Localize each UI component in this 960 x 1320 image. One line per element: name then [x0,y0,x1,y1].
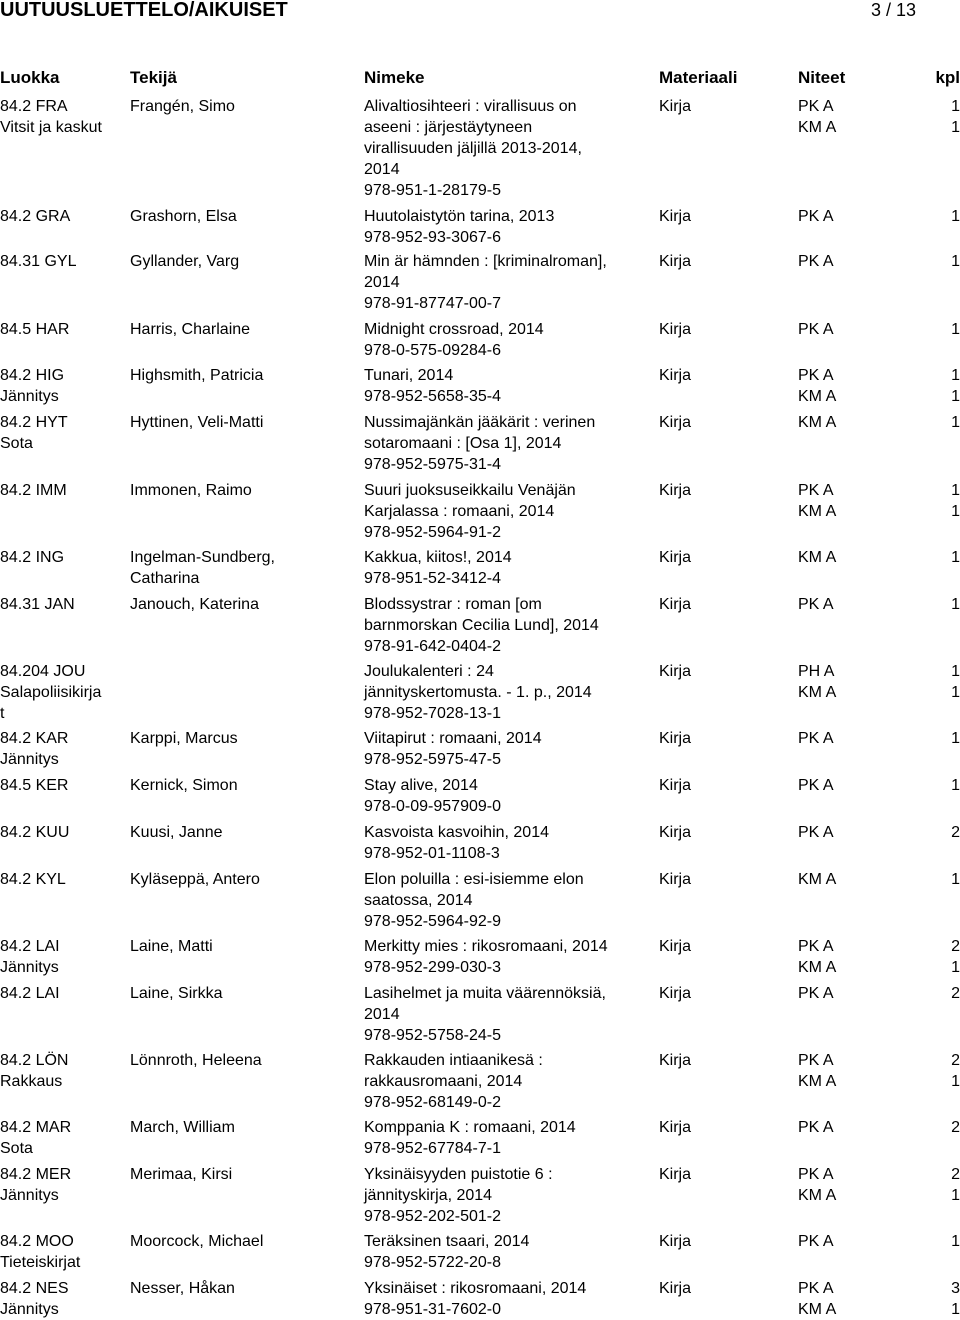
cell-luokka [0,775,68,796]
cell-nimeke [364,822,549,864]
cell-nimeke-line: Huutolaistytön tarina, 2013 [364,208,555,225]
cell-nimeke-line: 978-0-575-09284-6 [364,342,501,359]
cell-tekija [130,365,263,386]
cell-niteet-line: KM A [798,871,837,888]
cell-kpl [930,1164,960,1206]
cell-kpl [930,936,960,978]
cell-luokka [0,96,102,138]
cell-luokka [0,480,67,501]
cell-nimeke-line: 2014 [364,1006,400,1023]
cell-niteet [798,1231,834,1252]
cell-niteet [798,983,834,1004]
cell-luokka [0,365,64,407]
cell-tekija [130,936,213,957]
cell-luokka-line: 84.2 NES [0,1280,69,1297]
header-luokka: Luokka [0,68,60,87]
cell-tekija [130,775,238,796]
cell-materiaali: Kirja [659,549,692,566]
cell-tekija-line: Moorcock, Michael [130,1233,264,1250]
cell-kpl [930,96,960,138]
cell-niteet-line: PK A [798,824,834,841]
cell-materiaali: Kirja [659,824,692,841]
cell-tekija-line: Catharina [130,570,200,587]
cell-nimeke-line: 978-952-5964-92-9 [364,913,501,930]
cell-kpl-line: 1 [951,208,960,225]
cell-kpl-line: 1 [951,253,960,270]
cell-nimeke-line: 978-952-93-3067-6 [364,229,501,246]
cell-niteet-line: PK A [798,98,834,115]
cell-tekija [130,594,259,615]
cell-niteet-line: KM A [798,503,837,520]
cell-luokka-line: 84.2 LÖN [0,1052,69,1069]
cell-niteet-line: PK A [798,1052,834,1069]
cell-kpl [930,983,960,1004]
cell-kpl-line: 1 [951,684,960,701]
cell-nimeke-line: Merkitty mies : rikosromaani, 2014 [364,938,608,955]
cell-niteet-line: KM A [798,684,837,701]
cell-nimeke-line: Midnight crossroad, 2014 [364,321,544,338]
cell-niteet-line: PK A [798,482,834,499]
cell-luokka [0,206,70,227]
cell-luokka-line: 84.2 MAR [0,1119,72,1136]
cell-tekija [130,480,252,501]
cell-nimeke-line: 978-952-5758-24-5 [364,1027,501,1044]
cell-nimeke-line: virallisuuden jäljillä 2013-2014, [364,140,582,157]
cell-kpl-line: 1 [951,1187,960,1204]
cell-tekija-line: Kernick, Simon [130,777,238,794]
cell-nimeke-line: 978-952-202-501-2 [364,1208,501,1225]
cell-nimeke-line: 978-91-642-0404-2 [364,638,501,655]
cell-kpl-line: 1 [951,549,960,566]
cell-nimeke [364,594,599,657]
cell-luokka-line: 84.2 HYT [0,414,68,431]
cell-materiaali: Kirja [659,1280,692,1297]
cell-materiaali: Kirja [659,1233,692,1250]
cell-kpl-line: 1 [951,777,960,794]
cell-nimeke-line: Lasihelmet ja muita väärennöksiä, [364,985,606,1002]
cell-luokka-line: 84.204 JOU [0,663,86,680]
cell-nimeke [364,365,501,407]
cell-materiaali: Kirja [659,208,692,225]
cell-tekija [130,1117,235,1138]
cell-nimeke-line: Tunari, 2014 [364,367,454,384]
cell-kpl-line: 2 [951,1119,960,1136]
cell-tekija [130,1164,232,1185]
cell-tekija-line: Karppi, Marcus [130,730,238,747]
cell-nimeke [364,869,584,932]
cell-nimeke-line: 978-952-5964-91-2 [364,524,501,541]
cell-kpl-line: 1 [951,663,960,680]
cell-nimeke-line: saatossa, 2014 [364,892,473,909]
cell-niteet [798,869,836,890]
cell-kpl-line: 1 [951,367,960,384]
cell-luokka-line: 84.2 HIG [0,367,65,384]
cell-kpl-line: 1 [951,596,960,613]
cell-luokka [0,251,77,272]
cell-luokka-line: Tieteiskirjat [0,1254,81,1271]
cell-nimeke [364,775,501,817]
cell-tekija [130,547,275,589]
cell-materiaali: Kirja [659,482,692,499]
cell-niteet-line: KM A [798,1073,837,1090]
cell-niteet-line: PK A [798,1119,834,1136]
cell-nimeke-line: 978-951-31-7602-0 [364,1301,501,1318]
cell-luokka-line: t [0,705,5,722]
cell-kpl [930,547,960,568]
cell-niteet-line: PK A [798,596,834,613]
cell-nimeke-line: Blodssystrar : roman [om [364,596,542,613]
cell-niteet-line: PH A [798,663,835,680]
cell-luokka-line: 84.2 FRA [0,98,68,115]
cell-niteet-line: KM A [798,388,837,405]
cell-niteet [798,594,834,615]
cell-luokka-line: 84.31 JAN [0,596,75,613]
cell-nimeke-line: 978-0-09-957909-0 [364,798,501,815]
cell-materiaali: Kirja [659,596,692,613]
cell-nimeke [364,412,595,475]
cell-nimeke [364,936,608,978]
page-title: UUTUUSLUETTELO/AIKUISET [0,0,288,21]
cell-tekija-line: Merimaa, Kirsi [130,1166,233,1183]
cell-luokka-line: Vitsit ja kaskut [0,119,102,136]
cell-nimeke-line: aseeni : järjestäytyneen [364,119,533,136]
cell-niteet [798,1050,836,1092]
cell-luokka [0,1231,80,1273]
cell-tekija [130,869,260,890]
cell-niteet [798,319,834,340]
cell-nimeke [364,319,544,361]
cell-nimeke-line: 978-952-01-1108-3 [364,845,500,862]
cell-materiaali: Kirja [659,777,692,794]
cell-kpl [930,822,960,843]
cell-kpl [930,1117,960,1138]
cell-nimeke-line: 978-952-299-030-3 [364,959,501,976]
cell-nimeke-line: Nussimajänkän jääkärit : verinen [364,414,596,431]
cell-tekija [130,1231,263,1252]
cell-niteet-line: PK A [798,938,834,955]
cell-nimeke [364,1278,586,1320]
cell-luokka [0,728,68,770]
cell-niteet [798,822,834,843]
cell-niteet-line: PK A [798,367,834,384]
cell-kpl [930,661,960,703]
cell-materiaali: Kirja [659,1052,692,1069]
cell-nimeke-line: 978-952-5975-31-4 [364,456,501,473]
cell-luokka-line: 84.2 MER [0,1166,72,1183]
cell-materiaali: Kirja [659,321,692,338]
cell-nimeke [364,96,582,201]
cell-luokka-line: 84.2 MOO [0,1233,74,1250]
header-tekija: Tekijä [130,68,177,87]
cell-nimeke-line: Suuri juoksuseikkailu Venäjän [364,482,576,499]
cell-kpl-line: 1 [951,1073,960,1090]
cell-kpl-line: 1 [951,730,960,747]
header-niteet: Niteet [798,68,846,87]
cell-kpl [930,412,960,433]
cell-kpl-line: 2 [951,824,960,841]
cell-luokka [0,822,69,843]
cell-nimeke [364,251,607,314]
cell-kpl [930,480,960,522]
cell-nimeke [364,206,554,248]
cell-niteet [798,96,836,138]
cell-nimeke-line: jännityskertomusta. - 1. p., 2014 [364,684,592,701]
cell-niteet-line: PK A [798,321,834,338]
cell-materiaali: Kirja [659,98,692,115]
cell-luokka-line: Sota [0,435,33,452]
cell-tekija [130,1278,235,1299]
cell-tekija-line: Kuusi, Janne [130,824,223,841]
cell-luokka [0,936,60,978]
cell-tekija-line: Immonen, Raimo [130,482,252,499]
cell-materiaali: Kirja [659,367,692,384]
cell-tekija-line: Nesser, Håkan [130,1280,235,1297]
cell-nimeke-line: Kakkua, kiitos!, 2014 [364,549,512,566]
cell-kpl-line: 2 [951,938,960,955]
cell-nimeke-line: Yksinäisyyden puistotie 6 : [364,1166,553,1183]
cell-nimeke-line: Viitapirut : romaani, 2014 [364,730,542,747]
cell-luokka [0,869,66,890]
cell-niteet [798,1164,836,1206]
cell-nimeke [364,1050,543,1113]
cell-niteet-line: KM A [798,1187,837,1204]
cell-niteet [798,1278,836,1320]
cell-luokka [0,412,68,454]
cell-luokka-line: Jännitys [0,959,59,976]
cell-niteet-line: PK A [798,208,834,225]
cell-nimeke [364,983,606,1046]
cell-tekija [130,319,250,340]
header-materiaali: Materiaali [659,68,738,87]
cell-niteet-line: PK A [798,253,834,270]
cell-luokka [0,1050,68,1092]
cell-luokka-line: 84.2 LAI [0,938,60,955]
cell-kpl-line: 1 [951,503,960,520]
cell-nimeke-line: jännityskirja, 2014 [364,1187,493,1204]
cell-kpl [930,251,960,272]
cell-luokka-line: Jännitys [0,388,59,405]
cell-luokka-line: Sota [0,1140,33,1157]
cell-nimeke-line: sotaromaani : [Osa 1], 2014 [364,435,562,452]
cell-materiaali: Kirja [659,938,692,955]
cell-nimeke-line: Komppania K : romaani, 2014 [364,1119,576,1136]
cell-nimeke-line: Joulukalenteri : 24 [364,663,494,680]
cell-niteet-line: PK A [798,777,834,794]
cell-kpl [930,206,960,227]
cell-nimeke-line: Min är hämnden : [kriminalroman], [364,253,607,270]
cell-luokka-line: 84.2 LAI [0,985,60,1002]
header-nimeke: Nimeke [364,68,425,87]
cell-tekija [130,1050,262,1071]
cell-kpl-line: 1 [951,1233,960,1250]
cell-niteet [798,206,834,227]
cell-nimeke-line: 978-952-67784-7-1 [364,1140,501,1157]
cell-nimeke-line: Stay alive, 2014 [364,777,478,794]
cell-niteet-line: PK A [798,985,834,1002]
cell-tekija [130,206,237,227]
cell-nimeke [364,547,512,589]
cell-materiaali: Kirja [659,985,692,1002]
cell-tekija-line: Laine, Matti [130,938,213,955]
cell-tekija-line: Grashorn, Elsa [130,208,237,225]
cell-tekija-line: Laine, Sirkka [130,985,223,1002]
cell-kpl-line: 2 [951,985,960,1002]
cell-nimeke-line: 978-952-68149-0-2 [364,1094,501,1111]
cell-kpl-line: 1 [951,1301,960,1318]
cell-luokka-line: 84.2 KAR [0,730,69,747]
cell-luokka-line: Jännitys [0,751,59,768]
cell-materiaali: Kirja [659,414,692,431]
cell-nimeke-line: 978-952-5975-47-5 [364,751,501,768]
cell-kpl [930,365,960,407]
cell-kpl [930,1231,960,1252]
cell-nimeke [364,480,576,543]
cell-luokka [0,547,64,568]
cell-niteet [798,412,836,433]
cell-niteet-line: PK A [798,1233,834,1250]
cell-tekija [130,96,235,117]
cell-materiaali: Kirja [659,871,692,888]
cell-nimeke [364,1117,576,1159]
cell-kpl-line: 2 [951,1166,960,1183]
cell-nimeke-line: 978-952-5722-20-8 [364,1254,501,1271]
cell-luokka-line: 84.2 ING [0,549,65,566]
cell-tekija-line: Janouch, Katerina [130,596,259,613]
cell-kpl-line: 1 [951,321,960,338]
cell-materiaali: Kirja [659,1166,692,1183]
cell-tekija [130,983,223,1004]
cell-luokka-line: Salapoliisikirja [0,684,102,701]
cell-luokka [0,1278,68,1320]
cell-tekija [130,412,263,433]
cell-luokka [0,983,60,1004]
cell-niteet-line: PK A [798,730,834,747]
cell-luokka-line: 84.2 KYL [0,871,66,888]
cell-niteet [798,1117,834,1138]
cell-materiaali: Kirja [659,253,692,270]
cell-luokka-line: 84.31 GYL [0,253,77,270]
cell-kpl [930,1050,960,1092]
cell-luokka [0,661,101,724]
cell-tekija-line: Frangén, Simo [130,98,235,115]
cell-luokka-line: Jännitys [0,1187,59,1204]
cell-nimeke-line: 978-951-1-28179-5 [364,182,501,199]
cell-kpl-line: 1 [951,871,960,888]
cell-nimeke-line: barnmorskan Cecilia Lund], 2014 [364,617,599,634]
cell-kpl-line: 3 [951,1280,960,1297]
cell-kpl-line: 2 [951,1052,960,1069]
cell-kpl [930,1278,960,1320]
cell-niteet-line: PK A [798,1280,834,1297]
cell-luokka-line: Rakkaus [0,1073,63,1090]
cell-nimeke-line: 2014 [364,161,400,178]
cell-niteet [798,775,834,796]
cell-nimeke [364,728,542,770]
cell-luokka [0,594,75,615]
cell-kpl [930,775,960,796]
cell-luokka-line: 84.2 KUU [0,824,70,841]
cell-nimeke-line: Karjalassa : romaani, 2014 [364,503,555,520]
cell-luokka-line: 84.2 IMM [0,482,67,499]
cell-nimeke-line: Teräksinen tsaari, 2014 [364,1233,530,1250]
cell-tekija [130,728,238,749]
cell-tekija [130,251,239,272]
cell-tekija-line: Kyläseppä, Antero [130,871,260,888]
cell-nimeke-line: Elon poluilla : esi-isiemme elon [364,871,584,888]
cell-luokka-line: 84.5 KER [0,777,69,794]
cell-luokka-line: 84.2 GRA [0,208,71,225]
cell-nimeke-line: 978-951-52-3412-4 [364,570,501,587]
cell-niteet-line: PK A [798,1166,834,1183]
cell-kpl [930,319,960,340]
cell-luokka [0,1117,71,1159]
cell-tekija-line: March, William [130,1119,235,1136]
cell-nimeke-line: Alivaltiosihteeri : virallisuus on [364,98,577,115]
cell-kpl-line: 1 [951,482,960,499]
cell-kpl [930,869,960,890]
cell-tekija-line: Gyllander, Varg [130,253,240,270]
cell-kpl-line: 1 [951,388,960,405]
cell-kpl-line: 1 [951,959,960,976]
cell-niteet [798,480,836,522]
cell-luokka-line: 84.5 HAR [0,321,70,338]
cell-niteet-line: KM A [798,119,837,136]
page-number: 3 / 13 [870,0,916,20]
cell-niteet-line: KM A [798,959,837,976]
cell-materiaali: Kirja [659,730,692,747]
header-kpl: kpl [935,68,960,87]
cell-niteet [798,547,836,568]
cell-niteet [798,936,836,978]
cell-niteet [798,728,834,749]
cell-luokka [0,319,69,340]
cell-niteet [798,365,836,407]
cell-niteet-line: KM A [798,549,837,566]
cell-luokka [0,1164,71,1206]
cell-niteet [798,661,836,703]
cell-nimeke [364,661,592,724]
cell-tekija [130,822,223,843]
cell-kpl-line: 1 [951,98,960,115]
cell-materiaali: Kirja [659,1119,692,1136]
cell-tekija-line: Ingelman-Sundberg, [130,549,275,566]
cell-niteet-line: KM A [798,414,837,431]
cell-nimeke [364,1231,529,1273]
cell-tekija-line: Lönnroth, Heleena [130,1052,262,1069]
cell-tekija-line: Highsmith, Patricia [130,367,264,384]
cell-nimeke-line: 978-952-7028-13-1 [364,705,501,722]
cell-nimeke-line: Yksinäiset : rikosromaani, 2014 [364,1280,587,1297]
cell-niteet [798,251,834,272]
cell-nimeke-line: rakkausromaani, 2014 [364,1073,523,1090]
cell-nimeke [364,1164,553,1227]
cell-materiaali: Kirja [659,663,692,680]
cell-tekija-line: Harris, Charlaine [130,321,251,338]
cell-niteet-line: KM A [798,1301,837,1318]
cell-kpl-line: 1 [951,414,960,431]
cell-nimeke-line: Kasvoista kasvoihin, 2014 [364,824,549,841]
cell-nimeke-line: 2014 [364,274,400,291]
cell-kpl-line: 1 [951,119,960,136]
cell-nimeke-line: 978-91-87747-00-7 [364,295,501,312]
cell-kpl [930,594,960,615]
cell-nimeke-line: Rakkauden intiaanikesä : [364,1052,543,1069]
cell-kpl [930,728,960,749]
cell-tekija-line: Hyttinen, Veli-Matti [130,414,264,431]
cell-luokka-line: Jännitys [0,1301,59,1318]
cell-nimeke-line: 978-952-5658-35-4 [364,388,501,405]
